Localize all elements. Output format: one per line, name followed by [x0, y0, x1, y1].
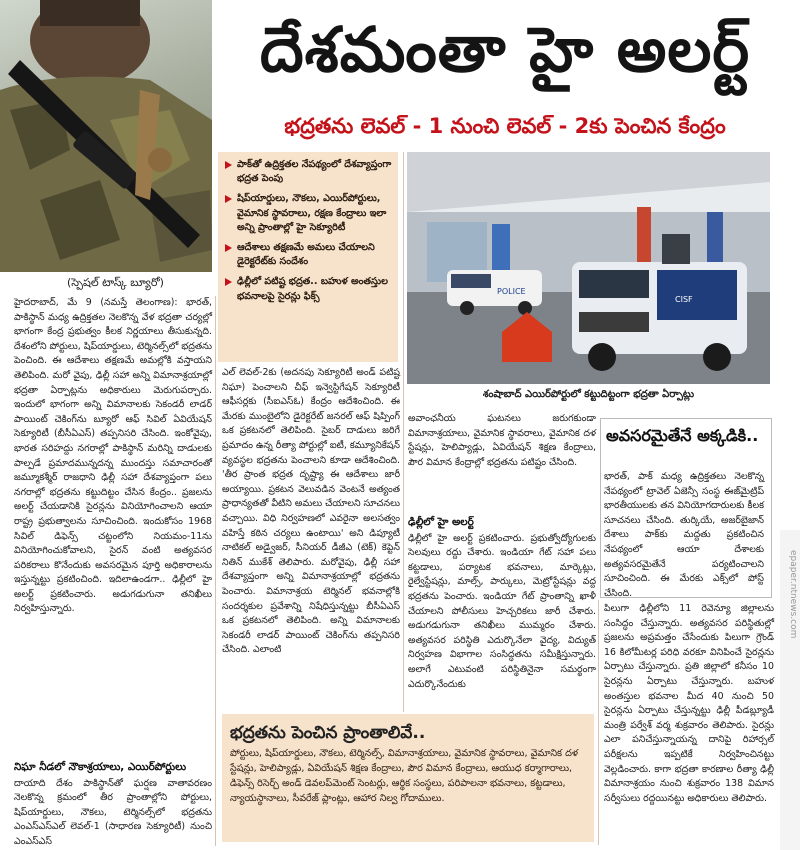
- travel-advisory-heading: అవసరమైతేనే అక్కడికి..: [606, 426, 759, 445]
- side-url: epaper.ntnews.com: [788, 550, 798, 639]
- column-divider: [598, 600, 599, 845]
- headline: దేశమంతా హై అలర్ట్: [259, 13, 751, 86]
- column-divider: [215, 296, 216, 846]
- highlight-item: షిప్‌యార్డులు, నౌకలు, ఎయిర్‌పోర్టులు, వైమానిక స్థావరాలు, రక్షణ కేంద్రాలు ఇలా అన్ని ప్రాంతాల్లో హై సెక్యూరిటీ: [224, 192, 392, 235]
- article-column-2: ఎల్‌ లెవల్‌-2కు (అదనపు సెక్యూరిటీ అండ్‌ పటిష్ట నిఘా) పెంచాలని చీఫ్‌ ఇన్వెస్టిగేషన్‌ సెక్యూరిటీ ఆఫీసర్లకు (సీఐఎస్‌ఓ) కేంద్రం ఆదేశించింది. ఈ మేరకు ముంబైలోని డైరెక్టరేట్‌ జనరల్‌ ఆఫ్‌ షిప్పింగ్‌ ఒక ప్రకటనలో తెలిపింది. సైబర్‌ దాడులు జరిగే ప్రమాదం ఉన్న రీత్యా పోర్టుల్లో ఐటీ, కమ్యూనికేషన్‌ వ్యవస్థల భద్రతను పెంచాలని కూడా ఆదేశించింది. 'తీర ప్రాంత భద్రత దృష్ట్యా ఈ ఆదేశాలు జారీ అయ్యాయి. ప్రకటన వెలువడిన వెంటనే అత్యంత ప్రాధాన్యతతో వీటిని అమలు చేయాలని సూచనలు వచ్చాయి. విధి నిర్వహణలో ఎవరైనా అలసత్వం వహిస్తే కఠిన చర్యలు ఉంటాయి' అని డిప్యూటీ నాటికల్‌ అడ్వైజర్‌, సీనియర్‌ డీజీఎ (టెక్‌) కెప్టెన్‌ నితిన్‌ ముకేశ్‌ తెలిపారు. మరోవైపు, ఢిల్లీ సహా దేశవ్యాప్తంగా అన్ని విమానాశ్రయాల్లో భద్రతను పెంచారు. విమానాశ్రయ టెర్మినల్‌ భవనాల్లోకి సందర్శకుల ప్రవేశాన్ని నిషేధిస్తున్నట్టు బీసీఏఎస్‌ ఒక ప్రకటనలో తెలిపింది. అన్ని విమానాలకు సెకండరీ లాడర్‌ పాయింట్‌ చెకింగ్‌ను తప్పనిసరి చేసింది. ఎలాంటి: [222, 367, 400, 656]
- highlights-box: [218, 152, 398, 362]
- secured-places-heading: భద్రతను పెంచిన ప్రాంతాలివే..: [230, 723, 426, 743]
- article-column-3: అవాంఛనీయ ఘటనలు జరుగకుండా విమానాశ్రయాలు, వైమానిక స్థావరాలు, వైమానిక దళ స్టేషన్లు, హెలిప్యాడ్లు, ఏవియేషన్‌ శిక్షణ కేంద్రాలు, పౌర విమాన కేంద్రాల్లో భద్రతను పటిష్టం చేసింది.: [408, 413, 596, 468]
- side-strip: [780, 530, 800, 850]
- photo-caption: శంషాబాద్‌ ఎయిర్‌పోర్టులో కట్టుదిట్టంగా భద్రతా ఏర్పాట్లు: [482, 389, 695, 400]
- delhi-section: [408, 515, 596, 692]
- delhi-section-text: ఢిల్లీలో హై అలర్ట్‌ ప్రకటించారు. ప్రభుత్వోద్యోగులకు సెలవులు రద్దు చేశారు. ఇండియా గేట్‌ సహా పలు కట్టడాలు, పర్యాటక భవనాలు, మార్కెట్లు, రైల్వేస్టేషన్లు, మాల్స్‌, పార్కులు, మెట్రోస్టేషన్లు వద్ద భద్రతను పెంచారు. ఇండియా గేట్‌ ప్రాంతాన్ని ఖాళీ చేయాలని పోలీసులు హెచ్చరికలు జారీ చేశారు. అడుగడుగునా తనిఖీలు ముమ్మరం చేశారు. అత్యవసర పరిస్థితి ఎదుర్కొనేలా వైద్య, విద్యుత్‌ నిర్వహణ విభాగాల సంసిద్ధతను సమీక్షిస్తున్నారు. అలాగే ఎటువంటి పరిస్థితినైనా సమర్థంగా ఎదుర్కొనేందుకు: [408, 532, 596, 690]
- highlight-item: ఢిల్లీలో పటిష్ట భద్రత.. బహుళ అంతస్తుల భవనాలపై సైరన్లు ఫిక్స్‌: [224, 275, 392, 303]
- secured-places-list: పోర్టులు, షిప్‌యార్డులు, నౌకలు, టెర్మినల్స్‌, విమానాశ్రయాలు, వైమానిక స్థావరాలు, వైమానిక దళ స్టేషన్లు, హెలిప్యాడ్లు, ఏవియేషన్‌ శిక్షణ కేంద్రాలు, పౌర విమాన కేంద్రాలు, ఆయుధ కర్మాగారాలు, డిఫెన్స్‌ రిసెర్చ్‌ అండ్‌ డెవలప్‌మెంట్‌ సెంటర్లు, ఆర్థిక సంస్థలు, పరిపాలనా భవనాలు, కట్టడాలు, న్యాయస్థానాలు, సీవరేజ్‌ ప్లాంట్లు, ఆహార నిల్వ గోదాములు.: [230, 748, 579, 804]
- article-column-1: హైదరాబాద్‌, మే 9 (నమస్తే తెలంగాణ): భారత్‌, పాకిస్థాన్‌ మధ్య ఉద్రిక్తతల నెలకొన్న వేళ భద్రతా చర్యల్లో భాగంగా కేంద్ర ప్రభుత్వం కీలక నిర్ణయాలు తీసుకున్నది. దేశంలోని పోర్టులు, షిప్‌యార్డులు, టెర్మినల్స్‌లో భద్రతను పెంచింది. ఈ ఆదేశాలు తక్షణమే అమల్లోకి వస్తాయని తెలిపింది. మరో వైపు, ఢిల్లీ సహా అన్ని విమానాశ్రయాల్లో భద్రతా ఏర్పాట్లను అధికారులు మెరుగుపర్చారు. ఇందులో భాగంగా అన్ని విమానాలకు సెకండరీ లాడర్‌ పాయింట్‌ చెకింగ్‌ను బ్యూరో ఆఫ్‌ సివిల్‌ ఏవియేషన్‌ సెక్యూరిటీ (బీసీఏఎస్‌) తప్పనిసరి చేసింది. ఇంకోవైపు, భారత సరిహద్దు నగరాల్లో పాకిస్థాన్‌ మరిన్ని దాడులకు పాల్పడే ప్రమాదమున్నదన్న ముందస్తు సమాచారంతో జమ్మూకశ్మీర్‌ రాజధాని ఢిల్లీ సహా దేశవ్యాప్తంగా పలు నగరాల్లో భద్రతను కట్టుదిట్టం చేసిన కేంద్రం.. ప్రజలను అలర్ట్‌ చేయడానికి సైరన్లను వినియోగించాలని ఆయా రాష్ట్ర ప్రభుత్వాలను సూచించింది. ఇందుకోసం 1968 సివిల్‌ డిఫెన్స్‌ చట్టంలోని నియమం-11ను వినియోగించుకోవాలని, సైరన్‌ వంటి అత్యవసర పరికరాలు కొనేందుకు అవసరమైన పూర్తి అధికారాలను ఇస్తున్నట్టు ప్రకటించింది. ఇదిలాఉండగా.. ఢిల్లీలో హై అలర్ట్‌ ప్రకటించారు. అడుగడుగునా తనిఖీలు నిర్వహిస్తున్నారు.: [14, 297, 212, 615]
- soldier-illustration: [0, 0, 212, 272]
- delhi-section-heading: ఢిల్లీలో హై అలర్ట్‌: [408, 516, 474, 528]
- airport-photo: [407, 152, 770, 384]
- cisf-label: CISF: [675, 295, 693, 304]
- column-divider: [403, 152, 404, 712]
- ports-section: [14, 760, 212, 850]
- subheadline: భద్రతను లెవల్‌ - 1 నుంచి లెవల్‌ - 2కు పెంచిన కేంద్రం: [284, 114, 726, 138]
- byline: (స్పెషల్‌ టాస్క్‌ బ్యూరో): [67, 276, 164, 289]
- ports-section-heading: నిఘా నీడలో నౌకాశ్రయాలు, ఎయిర్‌పోర్టులు: [14, 761, 187, 773]
- travel-advisory-text: భారత్‌, పాక్‌ మధ్య ఉద్రిక్తతలు నెలకొన్న నేపథ్యంలో ట్రావెల్‌ ఏజెన్సీ సంస్థ ఈజ్‌మైట్రిప్‌ భారతీయులకు తన వినియోగదారులకు కీలక సూచనలు చేసింది. తుర్కియే, అజర్‌బైజాన్‌ దేశాలు పాక్‌కు మద్దతు ప్రకటించిన నేపథ్యంలో ఆయా దేశాలకు అత్యవసరమైతేనే పర్యటించాలని సూచించింది. ఈ మేరకు ఎక్స్‌లో పోస్ట్‌ చేసింది.: [604, 471, 764, 599]
- secured-places-box: [222, 714, 594, 842]
- soldier-photo: [0, 0, 212, 272]
- airport-illustration: [407, 152, 770, 384]
- article-column-5: పిలుగా ఢిల్లీలోని 11 రెవెన్యూ జిల్లాలను సంసిద్ధం చేస్తున్నారు. అత్యవసర పరిస్థితుల్లో ప్రజలను అప్రమత్తం చేసేందుకు పిలుగా గ్రౌండ్‌ 16 కిలోమీటర్ల పరిధి వరకూ వినిపించే సైరన్లను ఏర్పాటు చేస్తున్నారు. ప్రతి జిల్లాలో కనీసం 10 సైరన్లను ఏర్పాటు చేస్తున్నారు. బహుళ అంతస్తుల భవనాల మీద 40 నుంచి 50 సైరన్లను ఏర్పాటు చేస్తున్నట్టు ఢిల్లీ పీడబ్ల్యూడీ మంత్రి పర్వేశ్‌ వర్మ శుక్రవారం తెలిపారు. సైరన్లు ఎలా పనిచేస్తున్నాయన్న దానిపై రిహార్సల్‌ పరీక్షలను ఇప్పటికే నిర్వహించినట్టు వెల్లడించారు. కాగా భద్రతా కారణాల రీత్యా ఢిల్లీ విమానాశ్రయం నుంచి శుక్రవారం 138 విమాన సర్వీసులు రద్దయినట్టు అధికారులు తెలిపారు.: [604, 603, 774, 804]
- ports-section-text: దాయాది దేశం పాకిస్థాన్‌తో ఘర్షణ వాతావరణం నెలకొన్న క్రమంలో తీర ప్రాంతాల్లోని పోర్టులు, షిప్‌యార్డులు, నౌకలు, టెర్మినల్స్‌లో భద్రతను ఎంఎస్‌ఎస్‌ఎల్‌ లెవల్‌-1 (సాధారణ సెక్యూరిటీ) నుంచి ఎంఎస్‌ఎస్‌: [14, 777, 212, 847]
- highlight-item: ఆదేశాలు తక్షణమే అమలు చేయాలని డైరెక్టరేట్‌కు సందేశం: [224, 241, 392, 269]
- police-label: POLICE: [497, 287, 526, 296]
- highlight-item: పాక్‌తో ఉద్రిక్తతల నేపథ్యంలో దేశవ్యాప్తంగా భద్రత పెంపు: [224, 158, 392, 186]
